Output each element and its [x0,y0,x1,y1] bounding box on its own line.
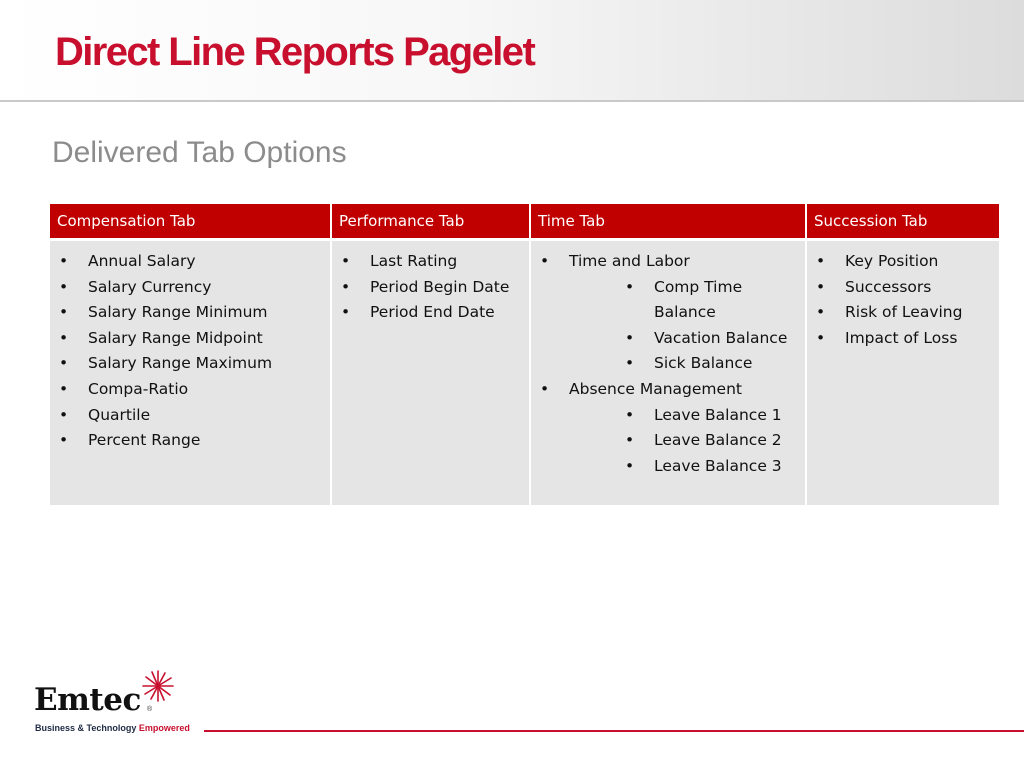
logo-tagline [35,723,190,733]
compensation-list [54,249,326,454]
list-item-group [535,249,801,377]
sub-list [569,403,801,480]
succession-list [811,249,995,351]
list-item: • Risk of Leaving [811,300,995,326]
header-compensation-tab: Compensation Tab [50,204,331,240]
sub-list-item: • Comp Time Balance [569,275,801,326]
list-item-group [535,377,801,479]
time-list [535,249,801,479]
sub-list-item: • Leave Balance 3 [569,454,801,480]
header-time-tab: Time Tab [530,204,806,240]
registered-mark: ® [147,706,153,713]
performance-cell [331,240,530,506]
slide-subtitle: Delivered Tab Options [52,136,347,169]
sub-list [569,275,801,377]
list-item: • Salary Range Minimum [54,300,326,326]
header-performance-tab: Performance Tab [331,204,530,240]
table-header-row [50,204,999,240]
group-label: Absence Management [569,379,742,398]
footer-divider [204,730,1024,732]
list-item: • Salary Range Midpoint [54,326,326,352]
tagline-accent: Empowered [138,723,190,733]
list-item: • Impact of Loss [811,326,995,352]
emtec-logo [34,668,204,738]
starburst-icon [142,670,174,702]
list-item: • Annual Salary [54,249,326,275]
performance-list [336,249,525,326]
list-item: • Key Position [811,249,995,275]
list-item: • Successors [811,275,995,301]
list-item: • Period Begin Date [336,275,525,301]
page-title: Direct Line Reports Pagelet [55,30,535,74]
header-succession-tab: Succession Tab [806,204,999,240]
succession-cell [806,240,999,506]
sub-list-item: • Leave Balance 1 [569,403,801,429]
time-cell [530,240,806,506]
table-row [50,240,999,506]
list-item: • Salary Currency [54,275,326,301]
sub-list-item: • Sick Balance [569,351,801,377]
list-item: • Last Rating [336,249,525,275]
compensation-cell [50,240,331,506]
sub-list-item: • Leave Balance 2 [569,428,801,454]
tagline-main: Business & Technology [35,723,137,733]
logo-wordmark: Emtec [34,682,141,718]
list-item: • Period End Date [336,300,525,326]
list-item: • Percent Range [54,428,326,454]
group-label: Time and Labor [569,252,690,270]
sub-list-item: • Vacation Balance [569,326,801,352]
list-item: • Compa-Ratio [54,377,326,403]
tab-options-table [50,204,999,505]
list-item: • Quartile [54,403,326,429]
list-item: • Salary Range Maximum [54,351,326,377]
